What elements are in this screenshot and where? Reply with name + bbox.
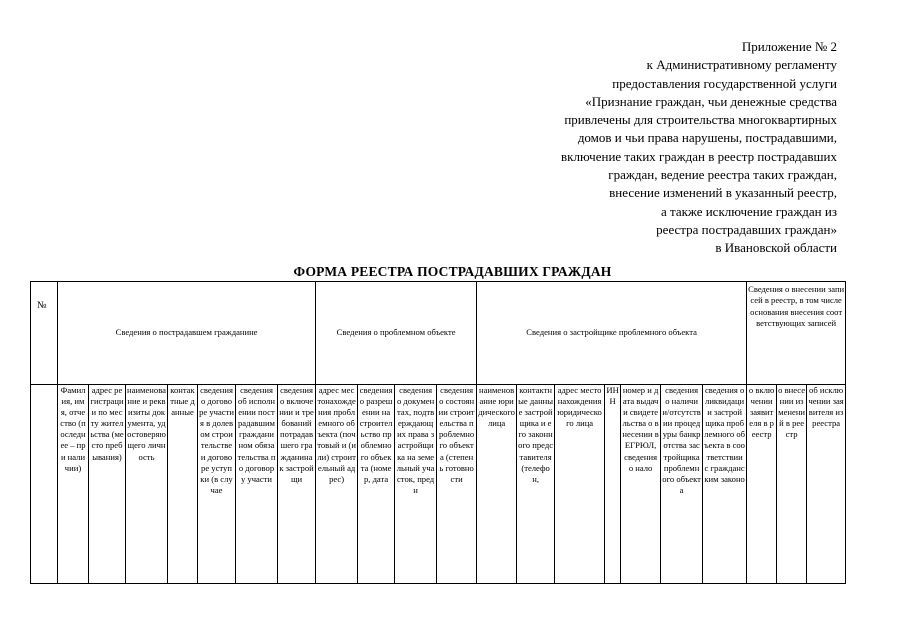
appendix-line: а также исключение граждан из: [660, 203, 837, 219]
column-header: сведения об исполнении пострадавшим гражданином обязательства по договору участи: [236, 385, 278, 584]
column-header: наименование юридического лица: [477, 385, 517, 584]
number-header: №: [31, 282, 58, 385]
column-header: адрес регистрации по месту жительства (место пребывания): [89, 385, 126, 584]
appendix-line: реестра пострадавших граждан»: [656, 221, 837, 237]
column-header: наименование и реквизиты документа, удостоверяющего личность: [126, 385, 168, 584]
table-header-row: [31, 282, 846, 385]
group-header-records: Сведения о внесении записей в реестр, в том числе основания внесения соответствующих записей: [747, 282, 846, 385]
group-header-citizen: Сведения о пострадавшем гражданине: [58, 282, 316, 385]
appendix-line: внесение изменений в указанный реестр,: [609, 185, 837, 201]
registry-table: [30, 281, 846, 584]
appendix-line: «Признание граждан, чьи денежные средства: [585, 93, 837, 109]
appendix-line: привлечены для строительства многоквартирных: [564, 112, 837, 128]
column-header: ИНН: [605, 385, 621, 584]
table-columns-row: [31, 385, 846, 584]
column-header: сведения о состоянии строительства проблемного объекта (степень готовности: [437, 385, 477, 584]
column-header: сведения о ликвидации застройщика проблемного объекта в соответствии с гражданским законо: [703, 385, 747, 584]
column-header: сведения о документах, подтверждающих права застройщика на земельный участок, предн: [395, 385, 437, 584]
appendix-line: к Административному регламенту: [646, 57, 837, 73]
column-header: Фамилия, имя, отчество (последнее – при наличии): [58, 385, 89, 584]
column-header: об исключении заявителя из реестра: [807, 385, 846, 584]
group-header-object: Сведения о проблемном объекте: [316, 282, 477, 385]
appendix-line: предоставления государственной услуги: [612, 75, 837, 91]
appendix-line: граждан, ведение реестра таких граждан,: [608, 167, 837, 183]
appendix-line: включение таких граждан в реестр пострадавших: [561, 148, 837, 164]
group-header-developer: Сведения о застройщике проблемного объекта: [477, 282, 747, 385]
column-header: контактные данные застройщика и его законного представителя (телефон,: [517, 385, 555, 584]
column-header: о внесении изменений в реестр: [777, 385, 807, 584]
appendix-line: в Ивановской области: [715, 240, 837, 256]
form-title: ФОРМА РЕЕСТРА ПОСТРАДАВШИХ ГРАЖДАН: [293, 264, 612, 279]
column-header: сведения о разрешении на строительство проблемного объекта (номер, дата: [358, 385, 395, 584]
column-header: сведения о наличии/отсутствии процедуры банкротства застройщика проблемного объекта: [661, 385, 703, 584]
appendix-line: Приложение № 2: [741, 39, 837, 54]
appendix-line: домов и чьи права нарушены, пострадавшими,: [577, 130, 837, 146]
column-header: контактные данные: [168, 385, 198, 584]
column-header: номер и дата выдачи свидетельства о внесении в ЕГРЮЛ, сведения о нало: [621, 385, 661, 584]
column-header: адрес местонахождения юридического лица: [555, 385, 605, 584]
column-header: сведения о договоре участия в долевом строительстве и договоре уступки (в случае: [198, 385, 236, 584]
column-header: адрес местонахождения проблемного объекта (почтовый и (или) строительный адрес): [316, 385, 358, 584]
appendix-header: [417, 38, 837, 258]
number-cell: [31, 385, 58, 584]
column-header: сведения о включении и требований потрадавшего гражданина к застройщи: [278, 385, 316, 584]
column-header: о включении заявителя в реестр: [747, 385, 777, 584]
